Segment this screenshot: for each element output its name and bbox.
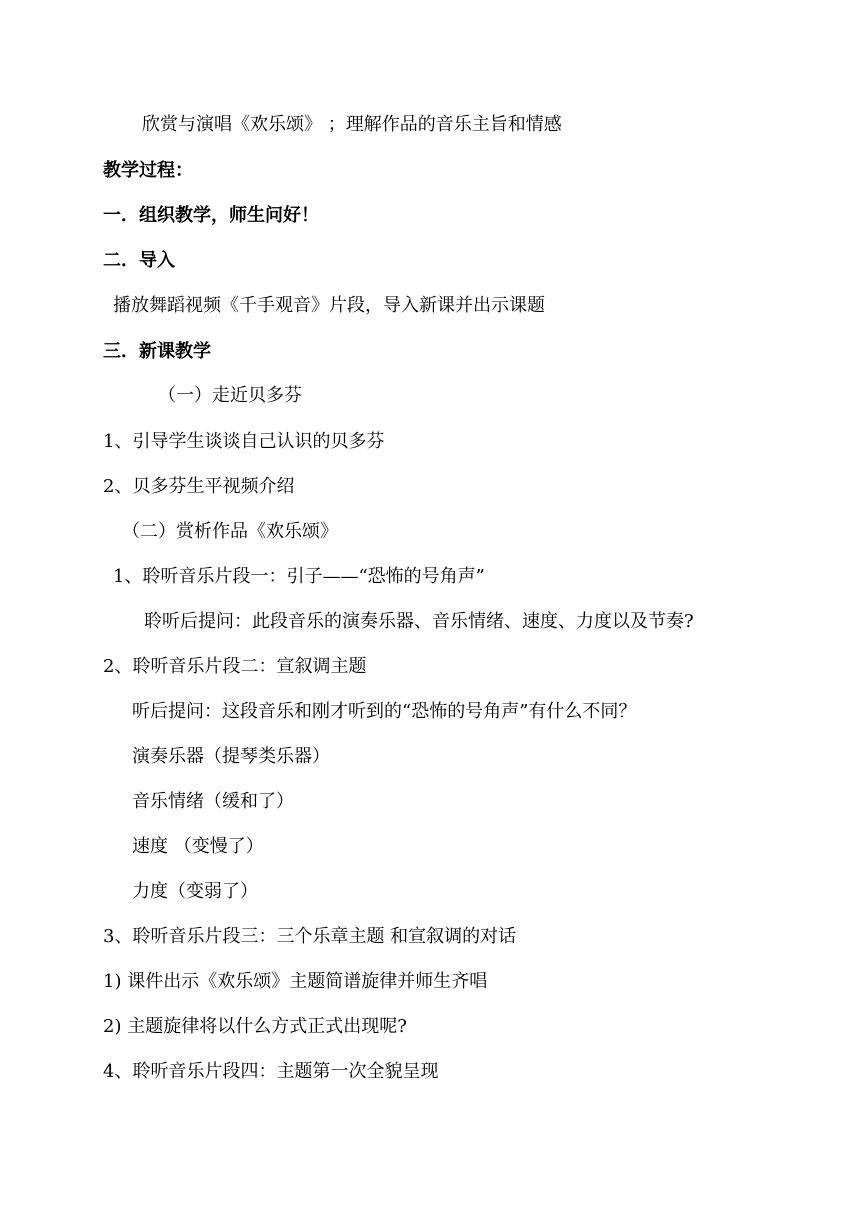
section-heading-1: 一．组织教学，师生问好！ [103, 205, 319, 226]
list-item: 4、聆听音乐片段四：主题第一次全貌呈现 [103, 1061, 439, 1082]
answer-line: 音乐情绪（缓和了） [132, 791, 294, 812]
list-item: 2、聆听音乐片段二：宣叙调主题 [103, 656, 367, 677]
objective-line: 欣赏与演唱《欢乐颂》 ；理解作品的音乐主旨和情感 [142, 114, 562, 135]
list-item: 1) 课件出示《欢乐颂》主题简谱旋律并师生齐唱 [103, 971, 488, 992]
section-heading-process: 教学过程： [103, 160, 193, 181]
paragraph-question: 听后提问：这段音乐和刚才听到的“恐怖的号角声”有什么不同？ [132, 701, 637, 722]
subsection-heading-1: （一）走近贝多芬 [158, 385, 302, 406]
answer-line: 演奏乐器（提琴类乐器） [132, 746, 330, 767]
section-heading-3: 三．新课教学 [103, 341, 211, 362]
list-item: 1、聆听音乐片段一：引子——“恐怖的号角声” [113, 566, 485, 587]
list-item: 3、聆听音乐片段三：三个乐章主题 和宣叙调的对话 [103, 926, 517, 947]
section-heading-2: 二．导入 [103, 250, 175, 271]
paragraph-question: 聆听后提问：此段音乐的演奏乐器、音乐情绪、速度、力度以及节奏? [144, 611, 694, 632]
list-item: 2) 主题旋律将以什么方式正式出现呢? [103, 1016, 407, 1037]
answer-line: 速度 （变慢了） [132, 836, 264, 857]
paragraph-intro: 播放舞蹈视频《千手观音》片段，导入新课并出示课题 [113, 295, 545, 316]
list-item: 1、引导学生谈谈自己认识的贝多芬 [103, 431, 385, 452]
answer-line: 力度（变弱了） [132, 881, 258, 902]
subsection-heading-2: （二）赏析作品《欢乐颂》 [122, 521, 338, 542]
list-item: 2、贝多芬生平视频介绍 [103, 476, 295, 497]
